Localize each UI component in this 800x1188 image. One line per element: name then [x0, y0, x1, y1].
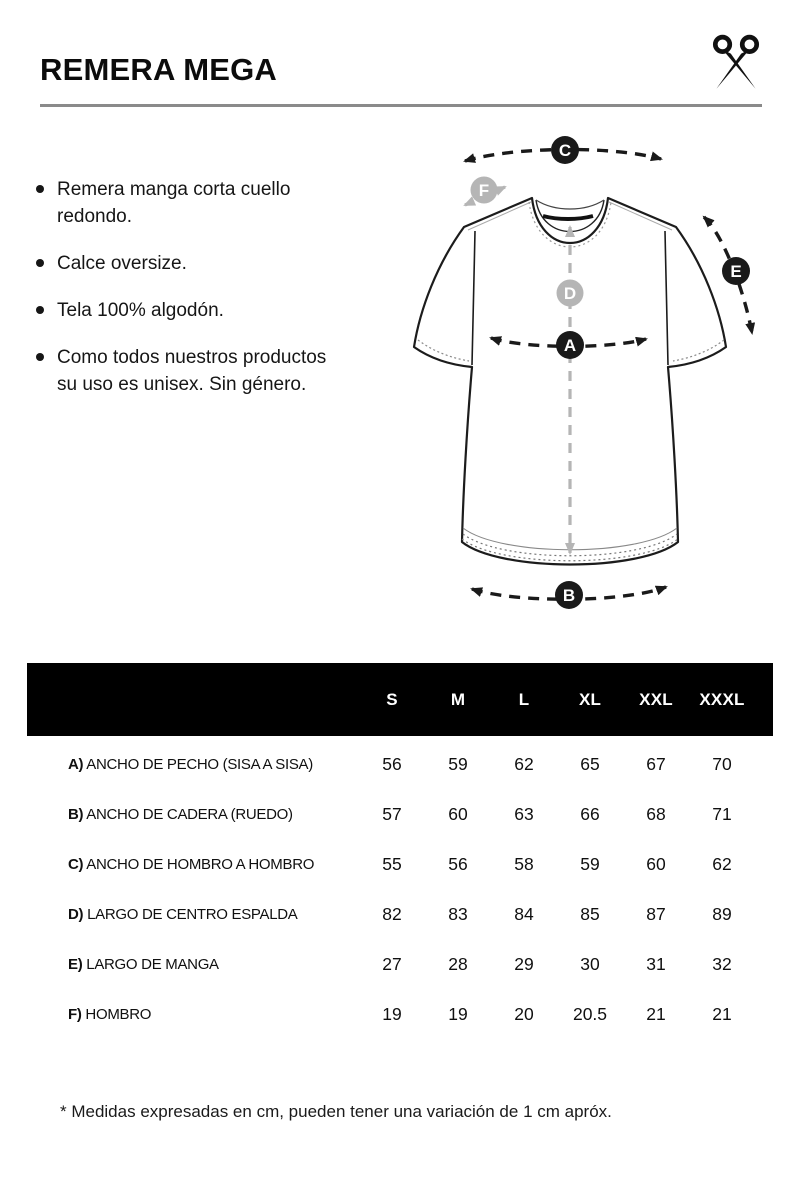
measurement-value: 63 — [514, 803, 534, 824]
feature-item — [36, 297, 328, 324]
measurement-value: 57 — [382, 803, 402, 824]
marker-letter-A: A — [563, 336, 577, 355]
measurement-value: 68 — [646, 803, 666, 824]
measurement-value: 21 — [646, 1003, 666, 1024]
measurement-label: D) LARGO DE CENTRO ESPALDA — [68, 905, 298, 923]
marker-E — [722, 257, 750, 285]
collar-back-line — [536, 200, 604, 209]
measurement-value: 19 — [448, 1003, 468, 1024]
measurement-value: 60 — [448, 803, 468, 824]
size-column-header: XL — [578, 689, 602, 709]
measurement-value: 70 — [712, 753, 732, 774]
feature-item — [36, 176, 328, 230]
marker-F — [471, 177, 498, 204]
measurement-value: 60 — [646, 853, 666, 874]
size-table-row — [27, 789, 773, 839]
feature-item — [36, 344, 328, 398]
measurement-value: 30 — [580, 953, 600, 974]
bullet-icon — [36, 306, 44, 314]
measurement-value: 56 — [448, 853, 468, 874]
measurement-value: 19 — [382, 1003, 402, 1024]
measurement-value: 83 — [448, 903, 468, 924]
measurement-label: E) LARGO DE MANGA — [68, 955, 219, 973]
measurement-value: 62 — [514, 753, 534, 774]
measurement-value: 20.5 — [572, 1003, 608, 1024]
bullet-icon — [36, 259, 44, 267]
measurement-value: 58 — [514, 853, 534, 874]
feature-text: Como todos nuestros productos su uso es unisex. Sin género. — [57, 347, 327, 395]
feature-item — [36, 250, 328, 277]
feature-list — [36, 176, 328, 418]
scissors-icon — [708, 34, 764, 92]
size-table — [27, 663, 773, 1039]
marker-C — [551, 136, 579, 164]
page-title: REMERA MEGA — [40, 52, 278, 87]
measurement-value: 85 — [580, 903, 600, 924]
size-column-header: L — [518, 689, 530, 709]
size-table-row — [27, 989, 773, 1039]
measurement-value: 59 — [448, 753, 468, 774]
size-column-header: M — [450, 689, 466, 709]
size-column-header: XXXL — [699, 689, 745, 709]
marker-letter-E: E — [730, 262, 742, 281]
marker-letter-D: D — [563, 284, 577, 303]
marker-D — [557, 280, 584, 307]
measurement-label: B) ANCHO DE CADERA (RUEDO) — [68, 805, 293, 823]
measurement-value: 82 — [382, 903, 402, 924]
marker-letter-C: C — [558, 141, 572, 160]
bullet-icon — [36, 353, 44, 361]
measurement-label: A) ANCHO DE PECHO (SISA A SISA) — [68, 755, 313, 773]
measurement-value: 89 — [712, 903, 732, 924]
feature-text: Tela 100% algodón. — [57, 300, 224, 321]
size-table-row — [27, 739, 773, 789]
measurement-value: 87 — [646, 903, 666, 924]
measurement-label: C) ANCHO DE HOMBRO A HOMBRO — [68, 855, 315, 873]
size-table-header — [27, 663, 773, 736]
measurement-value: 20 — [514, 1003, 534, 1024]
size-column-header: XXL — [639, 689, 673, 709]
marker-letter-F: F — [478, 181, 490, 200]
measurement-value: 29 — [514, 953, 534, 974]
marker-B — [555, 581, 583, 609]
feature-text: Remera manga corta cuello redondo. — [57, 179, 291, 227]
measurement-value: 21 — [712, 1003, 732, 1024]
divider — [40, 104, 762, 107]
bullet-icon — [36, 185, 44, 193]
size-table-row — [27, 839, 773, 889]
measurement-value: 65 — [580, 753, 600, 774]
measurement-value: 67 — [646, 753, 666, 774]
measurement-value: 59 — [580, 853, 600, 874]
measurement-value: 55 — [382, 853, 402, 874]
collar-back-thick — [543, 216, 593, 219]
measurement-value: 56 — [382, 753, 402, 774]
measurement-value: 62 — [712, 853, 732, 874]
tshirt-measurement-diagram — [395, 125, 790, 625]
measurement-label: F) HOMBRO — [68, 1005, 152, 1023]
marker-A — [556, 331, 584, 359]
feature-text: Calce oversize. — [57, 253, 187, 274]
measurement-value: 27 — [382, 953, 402, 974]
measurement-value: 66 — [580, 803, 600, 824]
size-table-row — [27, 939, 773, 989]
size-column-header: S — [386, 689, 398, 709]
footnote: * Medidas expresadas en cm, pueden tener una variación de 1 cm apróx. — [60, 1102, 612, 1121]
measurement-value: 32 — [712, 953, 732, 974]
measurement-value: 71 — [712, 803, 732, 824]
size-table-row — [27, 889, 773, 939]
measurement-value: 28 — [448, 953, 468, 974]
size-table-body — [27, 736, 773, 1039]
measurement-value: 31 — [646, 953, 666, 974]
marker-letter-B: B — [562, 586, 576, 605]
measurement-value: 84 — [514, 903, 534, 924]
